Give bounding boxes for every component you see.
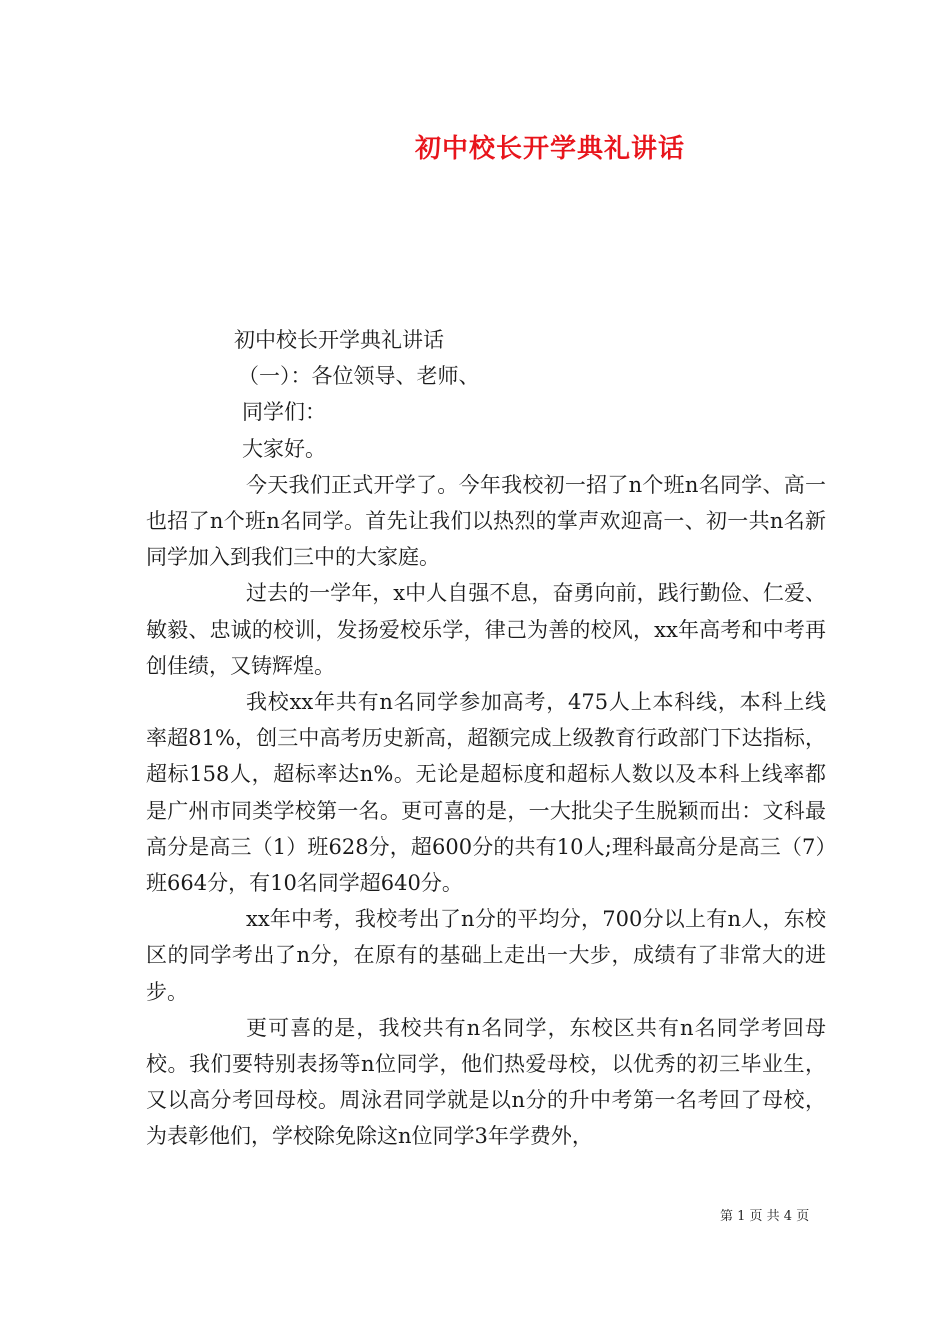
paragraph: 我校xx年共有n名同学参加高考，475人上本科线，本科上线率超81%，创三中高考历史新高，超额完成上级教育行政部门下达指标，超标158人，超标率达n%。无论是超标度和超标人数以及本科上线率都是广州市同类学校第一名。更可喜的是，一大批尖子生脱颖而出：文科最高分是高三（1）班628分，超600分的共有10人;理科最高分是高三（7）班664分，有10名同学超640分。: [146, 690, 826, 896]
document-subtitle: 初中校长开学典礼讲话: [234, 328, 444, 352]
paragraph: 今天我们正式开学了。今年我校初一招了n个班n名同学、高一也招了n个班n名同学。首先让我们以热烈的掌声欢迎高一、初一共n名新同学加入到我们三中的大家庭。: [146, 472, 826, 570]
paragraph: xx年中考，我校考出了n分的平均分，700分以上有n人，东校区的同学考出了n分，在原有的基础上走出一大步，成绩有了非常大的进步。: [146, 907, 826, 1004]
document-body: [146, 322, 826, 1155]
document-title: 初中校长开学典礼讲话: [414, 134, 685, 164]
salutation-line-2: 同学们：: [242, 400, 326, 425]
salutation-line-1: （一）：各位领导、老师、: [238, 364, 480, 389]
page-number: 第 1 页 共 4 页: [720, 1209, 810, 1224]
greeting-line: 大家好。: [242, 436, 326, 461]
paragraph: 过去的一学年，x中人自强不息，奋勇向前，践行勤俭、仁爱、敏毅、忠诚的校训，发扬爱校乐学，律己为善的校风，xx年高考和中考再创佳绩，又铸辉煌。: [146, 581, 826, 678]
paragraph: 更可喜的是，我校共有n名同学，东校区共有n名同学考回母校。我们要特别表扬等n位同学，他们热爱母校，以优秀的初三毕业生，又以高分考回母校。周泳君同学就是以n分的升中考第一名考回了母校，为表彰他们，学校除免除这n位同学3年学费外，: [146, 1015, 826, 1149]
